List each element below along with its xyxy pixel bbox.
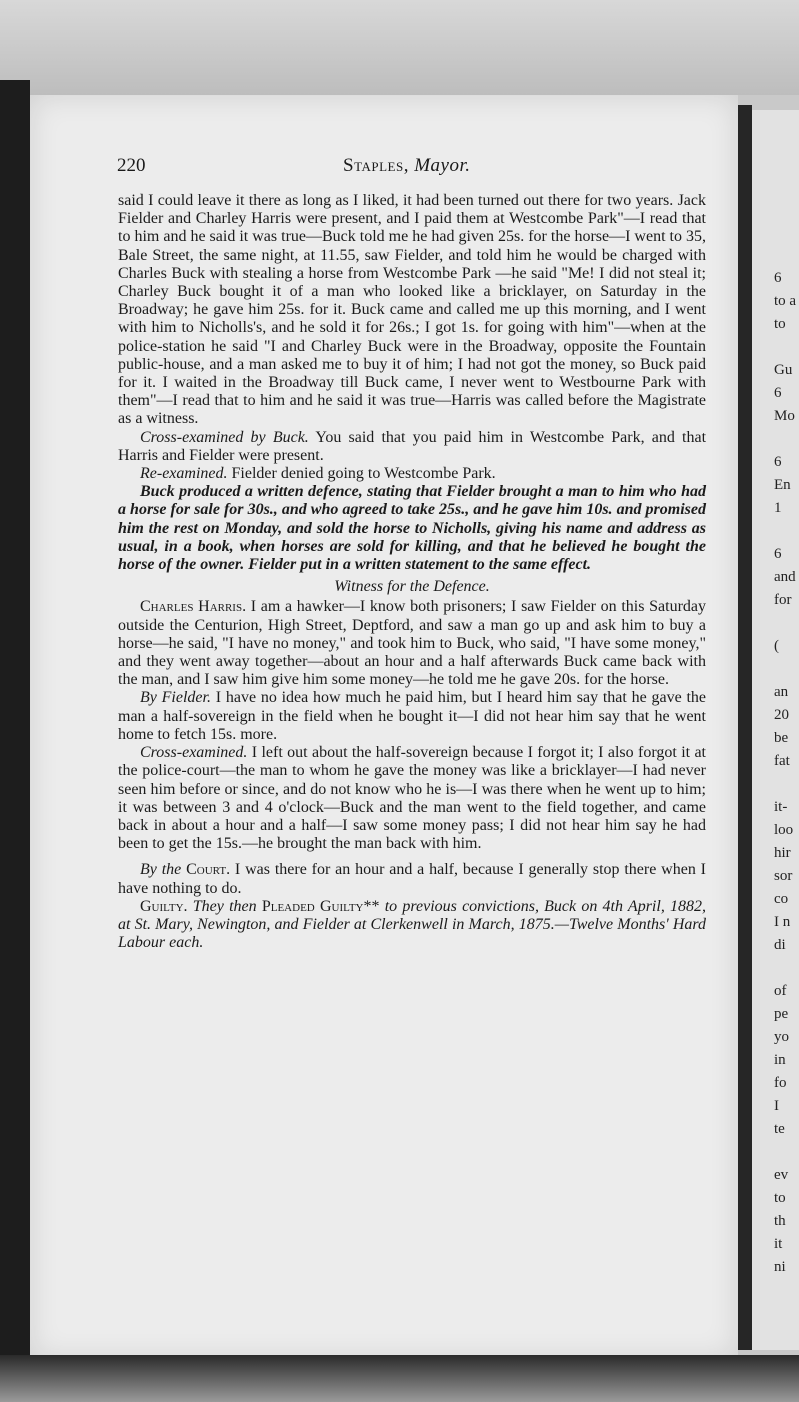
adjacent-page-fragment: co bbox=[774, 891, 789, 907]
adjacent-page-fragment: di bbox=[774, 937, 786, 953]
adjacent-page-fragment: 1 bbox=[774, 500, 782, 516]
adjacent-page-fragment: 6 bbox=[774, 270, 782, 286]
adjacent-page-fragment: in bbox=[774, 1052, 786, 1068]
verdict-sentence: to previous convictions, Buck on 4th April, 1882, at St. Mary, Newington, and Fielder at Clerkenwell in March, 1875.—Twelve Months' Hard Labour each. bbox=[118, 897, 707, 952]
guilty-label: Guilty. bbox=[140, 897, 188, 915]
adjacent-page-fragment: pe bbox=[774, 1006, 789, 1022]
scan-background-top bbox=[0, 0, 799, 95]
paragraph-by-fielder bbox=[118, 689, 706, 744]
adjacent-page-fragment: ev bbox=[774, 1167, 789, 1183]
running-title-name: Staples, bbox=[343, 155, 409, 176]
adjacent-page-fragment: to bbox=[774, 1190, 786, 1206]
adjacent-page-fragment: 6 bbox=[774, 385, 782, 401]
paragraph-charles-harris bbox=[118, 598, 706, 689]
by-fielder-label: By Fielder. bbox=[140, 689, 211, 707]
paragraph-cross-examined-buck bbox=[118, 429, 706, 465]
adjacent-page-fragment: sor bbox=[774, 868, 793, 884]
running-title-role: Mayor. bbox=[414, 155, 471, 176]
adjacent-page-fragment: I bbox=[774, 1098, 779, 1114]
page-number: 220 bbox=[117, 155, 146, 176]
witness-testimony: I am a hawker—I know both prisoners; I saw Fielder on this Saturday outside the Centurion, High Street, Deptford, and saw a man go up and ask him to buy a horse—he said, "I have no money," and took him to Buck, who said, "I have some money," and they went away together—about an hour and a half afterwards Buck came back with the man, and I saw him give him some money—he told me he gave 20s. for the horse. bbox=[118, 598, 707, 689]
page-body bbox=[118, 192, 706, 952]
paragraph-by-the-court bbox=[118, 861, 706, 897]
adjacent-page-fragment: hir bbox=[774, 845, 791, 861]
paragraph-verdict bbox=[118, 898, 706, 953]
scan-background-bottom bbox=[0, 1355, 799, 1402]
adjacent-page-fragment: 6 bbox=[774, 546, 782, 562]
page-gutter bbox=[738, 105, 752, 1350]
adjacent-page-fragment: th bbox=[774, 1213, 786, 1229]
adjacent-page-fragment: it- bbox=[774, 799, 788, 815]
heading-witness-defence: Witness for the Defence. bbox=[334, 578, 490, 596]
re-examined-text: Fielder denied going to Westcombe Park. bbox=[231, 465, 496, 483]
adjacent-page-fragment: I n bbox=[774, 914, 791, 930]
adjacent-page-fragment: be bbox=[774, 730, 789, 746]
running-title bbox=[343, 155, 471, 177]
adjacent-page-fragment: 6 bbox=[774, 454, 782, 470]
adjacent-page-fragment: it bbox=[774, 1236, 783, 1252]
by-the-court-text: I was there for an hour and a half, because I generally stop there when I have nothing to do. bbox=[118, 861, 707, 897]
adjacent-page-fragment: ni bbox=[774, 1259, 786, 1275]
cross-examined-label-2: Cross-examined. bbox=[140, 744, 248, 762]
re-examined-label: Re-examined. bbox=[140, 465, 228, 483]
adjacent-page-fragment: of bbox=[774, 983, 787, 999]
by-the-label: By the bbox=[140, 861, 182, 879]
pleaded-guilty-label: Pleaded Guilty** bbox=[261, 897, 380, 915]
adjacent-page-fragment: an bbox=[774, 684, 789, 700]
adjacent-page-fragment: and bbox=[774, 569, 796, 585]
adjacent-page-fragment: te bbox=[774, 1121, 785, 1137]
cross-examined-text-2: I left out about the half-sovereign because I forgot it; I also forgot it at the police-court—the man to whom he gave the money was like a bricklayer—I had never seen him before or since, and do not know who he is—I was there when he went up to him; it was between 3 and 4 o'clock—Buck and the man went to the field together, and came back in about a hour and a half—I saw some money pass; I did not hear him say he had been to get the 15s.—he brought the man back with him. bbox=[118, 744, 706, 853]
court-label: Court. bbox=[186, 861, 231, 879]
adjacent-page-fragment: ( bbox=[774, 638, 779, 654]
adjacent-page-fragment: En bbox=[774, 477, 791, 493]
page-header bbox=[85, 155, 705, 183]
by-fielder-text: I have no idea how much he paid him, but I heard him say that he gave the man a half-sovereign in the field when he bought it—I did not hear him say that he went home to fetch 15s. more. bbox=[118, 689, 707, 743]
adjacent-page-fragment: Mo bbox=[774, 408, 795, 424]
adjacent-page-fragment: to a bbox=[774, 293, 797, 309]
witness-name: Charles Harris. bbox=[140, 598, 247, 616]
adjacent-page-fragment: loo bbox=[774, 822, 794, 838]
adjacent-page-fragment: fo bbox=[774, 1075, 787, 1091]
adjacent-page-fragment: yo bbox=[774, 1029, 789, 1045]
adjacent-page-fragment: for bbox=[774, 592, 792, 608]
paragraph-written-defence: Buck produced a written defence, stating that Fielder brought a man to him who had a horse for sale for 30s., and who agreed to take 25s., and he gave him 10s. and promised him the rest on Monday, and sold the horse to Nicholls, giving his name and address as usual, in a book, when horses are sold for killing, and that he believed he bought the horse of the owner. Fielder put in a written statement to the same effect. bbox=[118, 483, 706, 574]
adjacent-page-fragment: 20 bbox=[774, 707, 789, 723]
cross-examined-text: You said that you paid him in Westcombe Park, and that Harris and Fielder were present. bbox=[118, 428, 707, 464]
adjacent-page-fragment: fat bbox=[774, 753, 790, 769]
paragraph-cross-examined bbox=[118, 744, 706, 853]
paragraph-re-examined bbox=[118, 465, 706, 483]
book-spine bbox=[0, 80, 30, 1390]
adjacent-page-fragment: Gu bbox=[774, 362, 793, 378]
cross-examined-label: Cross-examined by Buck. bbox=[140, 428, 309, 446]
paragraph-testimony: said I could leave it there as long as I liked, it had been turned out there for two years. Jack Fielder and Charley Harris were present, and I paid them at Westcombe Park"—I read that to him and he said it was true—Buck told me he had given 25s. for the horse—I went to 35, Bale Street, the same night, at 11.55, saw Fielder, and told him he would be charged with Charles Buck with stealing a horse from Westcombe Park —he said "Me! I did not steal it; Charley Buck bought it of a man who looked like a bricklayer, on Saturday in the Broadway; he gave him 25s. for it. Buck came and called me up this morning, and I went with him to Nicholls's, and he sold it for 26s.; I got 1s. for going with him"—when at the police-station he said "I and Charley Buck were in the Broadway, opposite the Fountain public-house, and a man asked me to buy it of him; I had not got the money, so Buck paid for it. I waited in the Broadway till Buck came, I never went to Westbourne Park with them"—I read that to him and he said it was true—Harris was called before the Magistrate as a witness. bbox=[118, 192, 706, 428]
verdict-mid: They then bbox=[192, 897, 257, 915]
adjacent-page-edge bbox=[752, 110, 799, 1350]
adjacent-page-fragment: to bbox=[774, 316, 786, 332]
